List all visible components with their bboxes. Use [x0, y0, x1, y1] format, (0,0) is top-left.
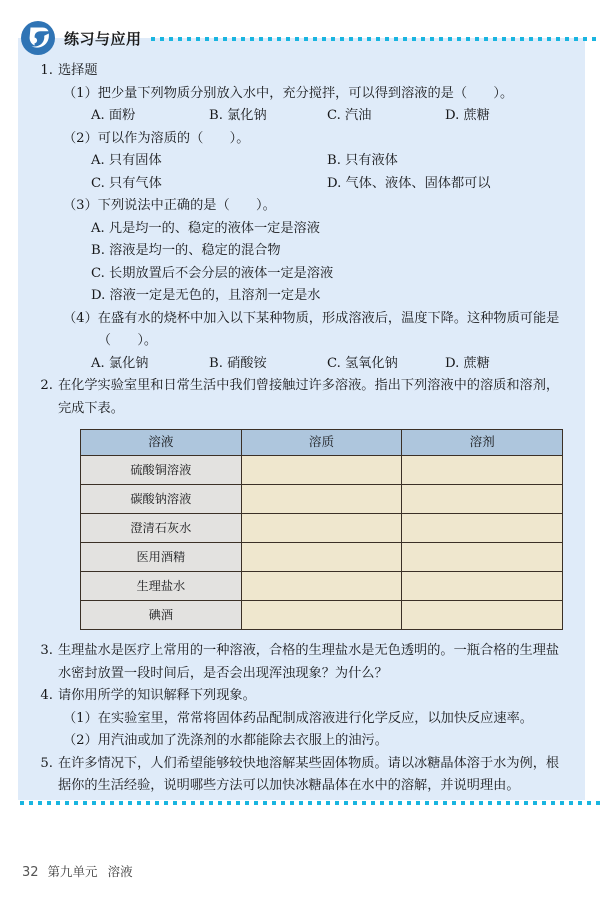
question-1-sub-3-options — [91, 218, 563, 308]
option-d: D. 蔗糖 — [445, 108, 490, 123]
question-3 — [34, 640, 563, 685]
question-1-sub-2-options-row-2 — [91, 173, 563, 196]
solutions-table-wrapper — [80, 429, 563, 630]
table-row — [81, 601, 563, 630]
table-header-row — [81, 430, 563, 456]
solutions-table — [80, 429, 563, 630]
question-1-number: 1. — [40, 63, 53, 78]
question-1-sub-2-options-row-1 — [91, 150, 563, 173]
footer-unit: 第九单元 — [47, 864, 98, 879]
column-header-solution: 溶液 — [81, 430, 242, 456]
question-5-stem: 在许多情况下，人们希望能够较快地溶解某些固体物质。请以冰糖晶体溶于水为例，根据你的生活经验，说明哪些方法可以加快冰糖晶体在水中的溶解，并说明理由。 — [58, 755, 560, 793]
option-d: D. 蔗糖 — [445, 355, 490, 371]
question-4-sub-1 — [63, 708, 563, 731]
question-1-sub-4 — [63, 308, 563, 353]
cell-solvent-blank[interactable] — [402, 456, 563, 485]
question-1-sub-2 — [63, 128, 563, 151]
cell-solvent-blank[interactable] — [402, 601, 563, 630]
question-1-sub-1-text: 把少量下列物质分别放入水中，充分搅拌，可以得到溶液的是（ ）。 — [97, 85, 514, 101]
question-1-sub-3-label: （3） — [63, 198, 98, 213]
cell-solution-name: 医用酒精 — [81, 543, 242, 572]
cell-solute-blank[interactable] — [241, 601, 402, 630]
option-c: C. 只有气体 — [91, 175, 162, 191]
cell-solution-name: 碘酒 — [81, 601, 242, 630]
table-row — [81, 485, 563, 514]
question-1-sub-3 — [63, 195, 563, 218]
column-header-solute: 溶质 — [241, 430, 402, 456]
question-2-number: 2. — [40, 378, 53, 393]
option-c: C. 氢氧化钠 — [327, 355, 398, 371]
footer-dotted-rule — [20, 801, 600, 805]
page-title: 练习与应用 — [64, 29, 142, 48]
question-4-stem: 请你用所学的知识解释下列现象。 — [58, 688, 256, 703]
question-1-sub-1-label: （1） — [63, 85, 98, 101]
option-b: B. 溶液是均一的、稳定的混合物 — [91, 243, 281, 258]
question-4-sub-2-label: （2） — [63, 733, 98, 748]
question-1 — [34, 60, 563, 375]
option-d: D. 溶液一定是无色的，且溶剂一定是水 — [91, 288, 321, 303]
question-1-stem: 选择题 — [58, 63, 98, 78]
question-2-stem: 在化学实验室里和日常生活中我们曾接触过许多溶液。指出下列溶液中的溶质和溶剂，完成下表。 — [58, 378, 560, 416]
cell-solute-blank[interactable] — [241, 456, 402, 485]
cell-solvent-blank[interactable] — [402, 543, 563, 572]
question-4-sub-1-text: 在实验室里，常常将固体药品配制成溶液进行化学反应，以加快反应速率。 — [97, 710, 533, 726]
question-1-sub-4-label: （4） — [63, 310, 98, 326]
question-3-stem: 生理盐水是医疗上常用的一种溶液，合格的生理盐水是无色透明的。一瓶合格的生理盐水密封放置一段时间后，是否会出现浑浊现象？为什么？ — [58, 643, 560, 681]
question-1-sub-4-text: 在盛有水的烧杯中加入以下某种物质，形成溶液后，温度下降。这种物质可能是（ ）。 — [97, 310, 560, 348]
option-a: A. 氯化钠 — [91, 355, 149, 371]
question-2 — [34, 375, 563, 420]
cell-solvent-blank[interactable] — [402, 485, 563, 514]
cell-solute-blank[interactable] — [241, 543, 402, 572]
question-1-sub-2-text: 可以作为溶质的（ ）。 — [97, 130, 250, 146]
page-number: 32 — [22, 865, 39, 880]
option-a: A. 面粉 — [91, 108, 136, 123]
option-b: B. 只有液体 — [327, 153, 398, 168]
question-4-sub-2 — [63, 730, 563, 753]
option-a: A. 只有固体 — [91, 153, 162, 168]
table-row — [81, 514, 563, 543]
question-4-sub-1-label: （1） — [63, 710, 98, 726]
cell-solute-blank[interactable] — [241, 485, 402, 514]
cell-solvent-blank[interactable] — [402, 514, 563, 543]
question-1-sub-2-label: （2） — [63, 130, 98, 146]
exercises-body — [18, 38, 585, 800]
cell-solute-blank[interactable] — [241, 514, 402, 543]
question-3-number: 3. — [40, 643, 53, 658]
cell-solvent-blank[interactable] — [402, 572, 563, 601]
footer-topic: 溶液 — [107, 864, 133, 879]
question-5 — [34, 753, 563, 798]
question-5-number: 5. — [40, 755, 53, 771]
question-1-sub-3-text: 下列说法中正确的是（ ）。 — [97, 198, 276, 213]
question-1-sub-4-options — [91, 353, 563, 376]
table-row — [81, 572, 563, 601]
question-1-sub-1-options — [91, 105, 563, 128]
option-a: A. 凡是均一的、稳定的液体一定是溶液 — [91, 220, 320, 236]
option-c: C. 汽油 — [327, 108, 372, 123]
option-b: B. 氯化钠 — [209, 108, 267, 123]
cell-solution-name: 澄清石灰水 — [81, 514, 242, 543]
table-row — [81, 543, 563, 572]
option-d: D. 气体、液体、固体都可以 — [327, 175, 491, 191]
column-header-solvent: 溶剂 — [402, 430, 563, 456]
question-4-number: 4. — [40, 688, 53, 703]
question-1-sub-1 — [63, 83, 563, 106]
page-footer — [22, 862, 133, 880]
option-b: B. 硝酸铵 — [209, 355, 267, 371]
cell-solution-name: 生理盐水 — [81, 572, 242, 601]
option-c: C. 长期放置后不会分层的液体一定是溶液 — [91, 265, 334, 281]
cell-solution-name: 硫酸铜溶液 — [81, 456, 242, 485]
cell-solution-name: 碳酸钠溶液 — [81, 485, 242, 514]
question-4-sub-2-text: 用汽油或加了洗涤剂的水都能除去衣服上的油污。 — [97, 733, 388, 748]
question-4 — [34, 685, 563, 753]
table-row — [81, 456, 563, 485]
cell-solute-blank[interactable] — [241, 572, 402, 601]
